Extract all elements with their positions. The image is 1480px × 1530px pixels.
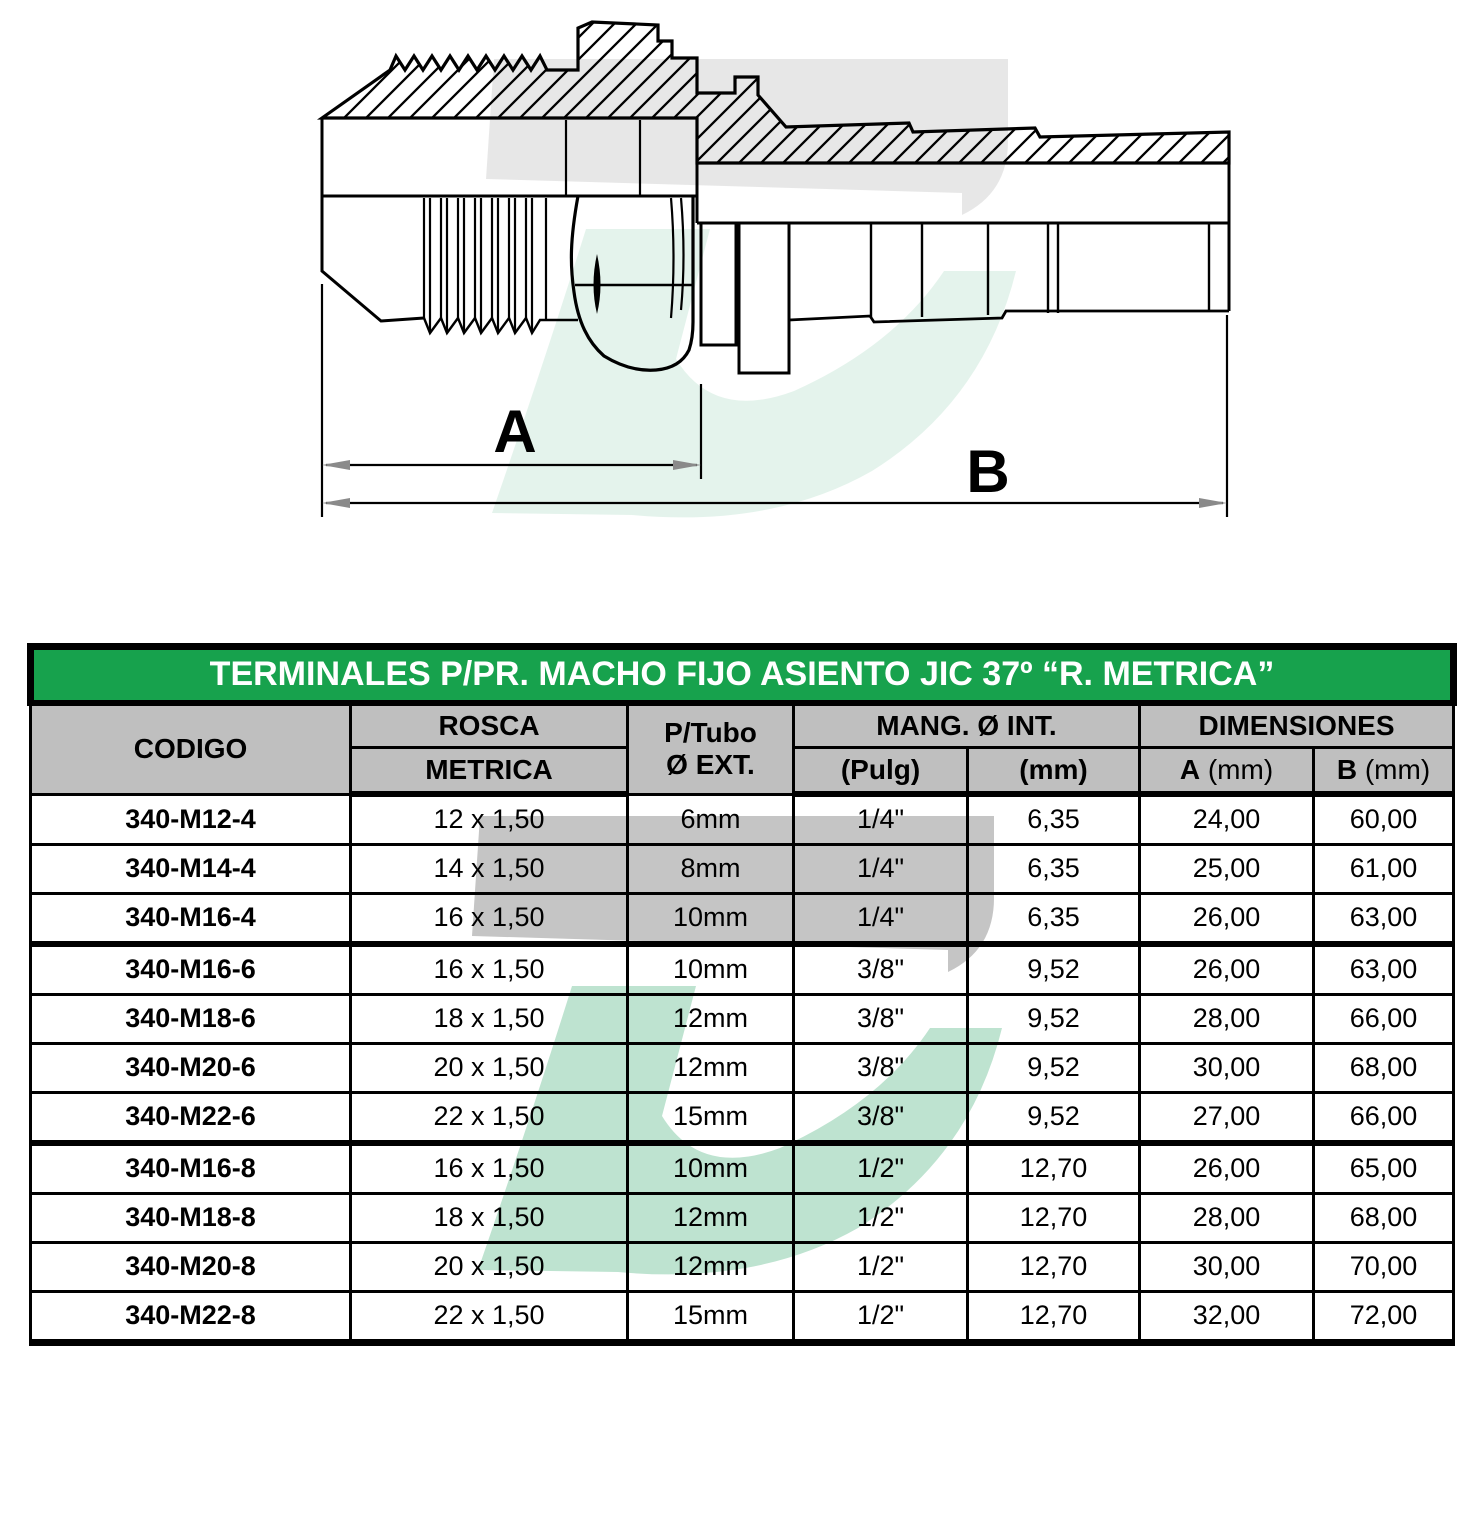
header-b: B [1336,753,1358,785]
spec-table [27,643,1457,1346]
cell-codigo: 340-M14-4 [31,845,351,894]
cell-tubo: 10mm [628,894,794,945]
cell-b: 63,00 [1314,894,1454,945]
cell-tubo: 15mm [628,1093,794,1144]
cell-b: 61,00 [1314,845,1454,894]
header-codigo: CODIGO [31,703,351,794]
cell-mm: 9,52 [968,995,1140,1044]
header-ptubo-line1: P/Tubo [664,717,757,749]
cell-b: 68,00 [1314,1194,1454,1243]
cell-codigo: 340-M20-6 [31,1044,351,1093]
cell-tubo: 6mm [628,794,794,845]
header-row-1 [31,703,1454,748]
cell-mm: 12,70 [968,1143,1140,1194]
cell-pulg: 3/8" [794,1044,968,1093]
cell-tubo: 12mm [628,1194,794,1243]
cell-tubo: 10mm [628,944,794,995]
header-ptubo-line2: Ø EXT. [666,749,755,781]
cell-pulg: 1/2" [794,1292,968,1343]
cell-metrica: 22 x 1,50 [351,1093,628,1144]
table-row [31,1093,1454,1144]
cell-mm: 12,70 [968,1292,1140,1343]
table-row [31,944,1454,995]
cell-a: 27,00 [1140,1093,1314,1144]
cell-codigo: 340-M16-4 [31,894,351,945]
cell-codigo: 340-M20-8 [31,1243,351,1292]
cell-tubo: 12mm [628,1044,794,1093]
cell-metrica: 12 x 1,50 [351,794,628,845]
cell-tubo: 15mm [628,1292,794,1343]
table-row [31,995,1454,1044]
cell-metrica: 22 x 1,50 [351,1292,628,1343]
table-row [31,1044,1454,1093]
cell-b: 63,00 [1314,944,1454,995]
cell-b: 70,00 [1314,1243,1454,1292]
table-row [31,845,1454,894]
cell-mm: 6,35 [968,845,1140,894]
cell-metrica: 20 x 1,50 [351,1243,628,1292]
cell-tubo: 12mm [628,995,794,1044]
header-a-unit: (mm) [1200,753,1274,785]
cell-b: 66,00 [1314,995,1454,1044]
cell-a: 28,00 [1140,1194,1314,1243]
cell-metrica: 16 x 1,50 [351,1143,628,1194]
table-row [31,1243,1454,1292]
table-row [31,894,1454,945]
cell-metrica: 20 x 1,50 [351,1044,628,1093]
dimension-label-b: B [966,438,1010,505]
header-b-unit: (mm) [1357,753,1431,785]
header-ptubo [628,703,794,794]
cell-b: 72,00 [1314,1292,1454,1343]
cell-mm: 6,35 [968,794,1140,845]
cell-mm: 12,70 [968,1194,1140,1243]
cell-metrica: 16 x 1,50 [351,894,628,945]
header-b-mm [1314,748,1454,795]
cell-a: 26,00 [1140,894,1314,945]
table-row [31,794,1454,845]
cell-a: 24,00 [1140,794,1314,845]
cell-pulg: 1/4" [794,845,968,894]
cell-pulg: 1/4" [794,894,968,945]
cell-pulg: 3/8" [794,1093,968,1144]
table-row [31,1143,1454,1194]
cell-b: 65,00 [1314,1143,1454,1194]
cell-mm: 9,52 [968,1044,1140,1093]
table-title-row [31,647,1454,704]
cell-a: 32,00 [1140,1292,1314,1343]
cell-pulg: 3/8" [794,944,968,995]
table-title: TERMINALES P/PR. MACHO FIJO ASIENTO JIC 37º “R. METRICA” [31,647,1454,704]
header-a-mm [1140,748,1314,795]
cell-codigo: 340-M16-6 [31,944,351,995]
cell-pulg: 1/2" [794,1143,968,1194]
cell-pulg: 1/4" [794,794,968,845]
cell-metrica: 18 x 1,50 [351,995,628,1044]
header-mang: MANG. Ø INT. [794,703,1140,748]
cell-a: 26,00 [1140,944,1314,995]
cell-mm: 9,52 [968,944,1140,995]
cell-mm: 6,35 [968,894,1140,945]
table-row [31,1292,1454,1343]
cell-codigo: 340-M18-6 [31,995,351,1044]
cell-metrica: 18 x 1,50 [351,1194,628,1243]
cell-a: 30,00 [1140,1044,1314,1093]
cell-codigo: 340-M16-8 [31,1143,351,1194]
header-pulg: (Pulg) [794,748,968,795]
cell-metrica: 16 x 1,50 [351,944,628,995]
cell-a: 26,00 [1140,1143,1314,1194]
cell-a: 25,00 [1140,845,1314,894]
cell-codigo: 340-M18-8 [31,1194,351,1243]
cell-tubo: 8mm [628,845,794,894]
cell-codigo: 340-M22-6 [31,1093,351,1144]
header-metrica: METRICA [351,748,628,795]
cell-pulg: 3/8" [794,995,968,1044]
cell-codigo: 340-M12-4 [31,794,351,845]
cell-a: 30,00 [1140,1243,1314,1292]
cell-pulg: 1/2" [794,1243,968,1292]
cell-b: 60,00 [1314,794,1454,845]
cell-mm: 9,52 [968,1093,1140,1144]
table-row [31,1194,1454,1243]
cell-mm: 12,70 [968,1243,1140,1292]
cell-b: 66,00 [1314,1093,1454,1144]
header-dimensiones: DIMENSIONES [1140,703,1454,748]
header-a: A [1179,753,1201,785]
cell-metrica: 14 x 1,50 [351,845,628,894]
header-mm: (mm) [968,748,1140,795]
cell-pulg: 1/2" [794,1194,968,1243]
header-rosca: ROSCA [351,703,628,748]
dimension-label-a: A [493,398,537,465]
cell-b: 68,00 [1314,1044,1454,1093]
cell-a: 28,00 [1140,995,1314,1044]
cell-tubo: 12mm [628,1243,794,1292]
cell-codigo: 340-M22-8 [31,1292,351,1343]
cell-tubo: 10mm [628,1143,794,1194]
